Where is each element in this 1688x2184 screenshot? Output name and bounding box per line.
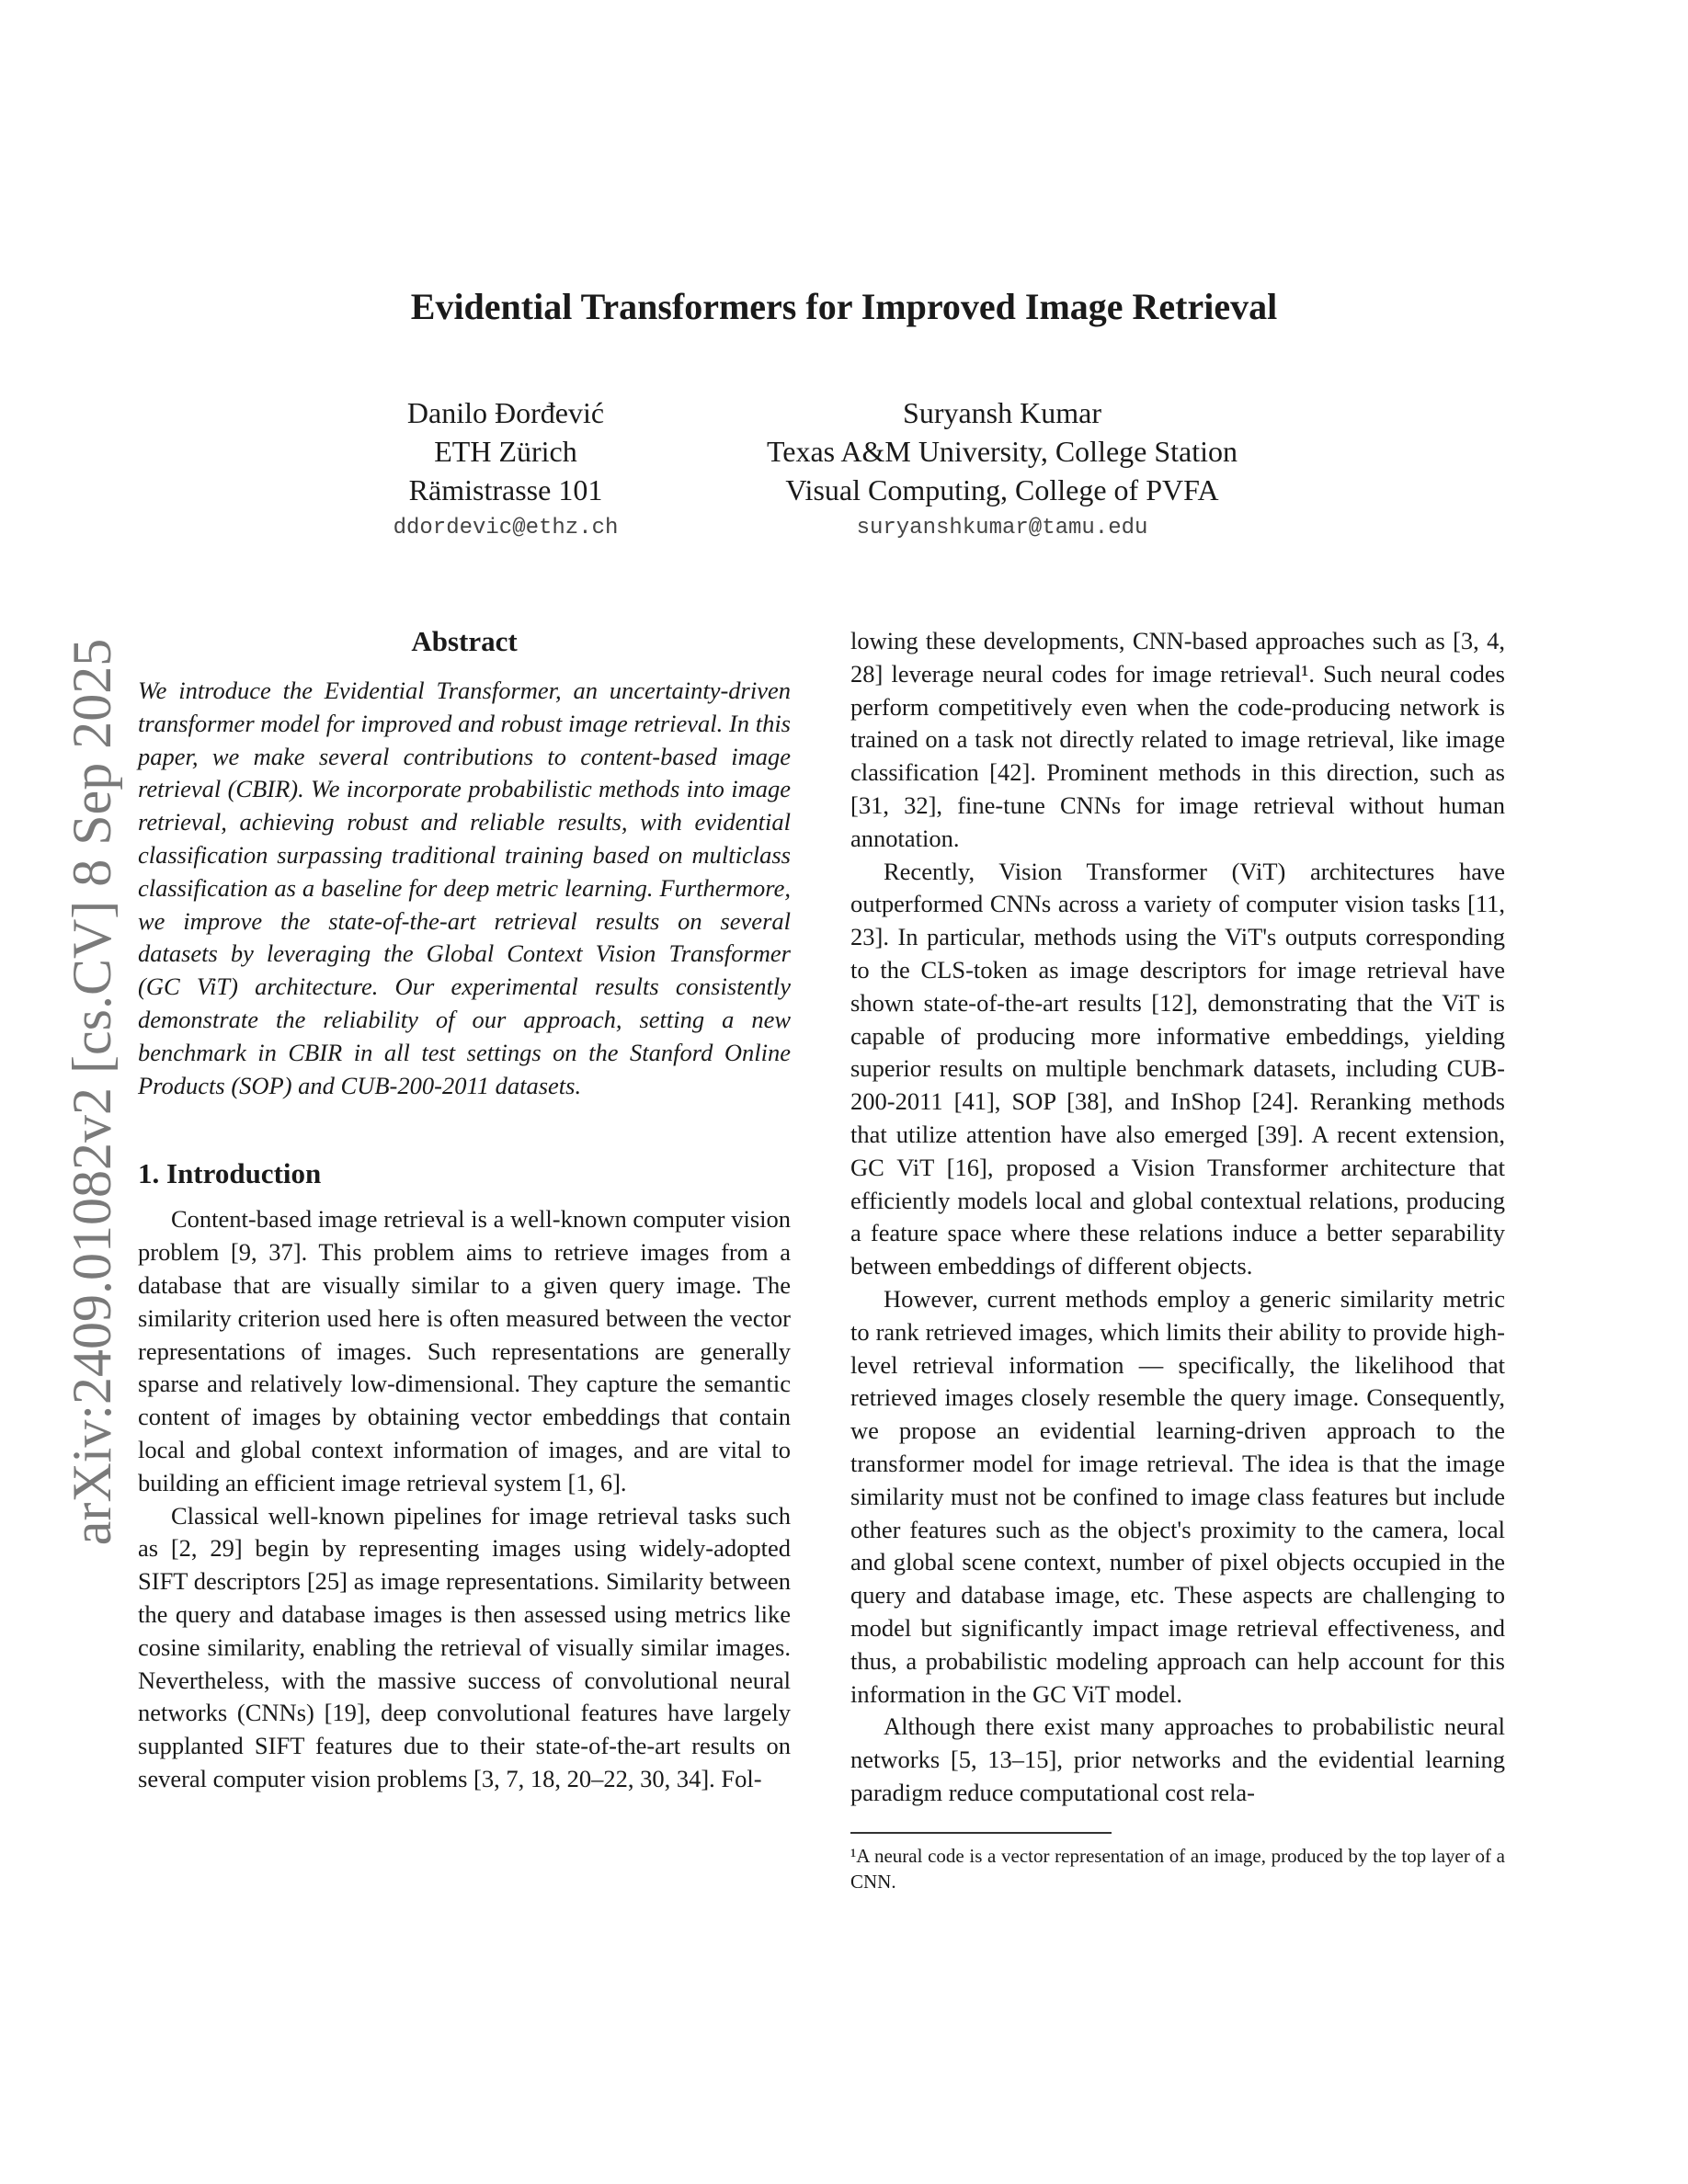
author-block (680, 393, 1324, 548)
author-name: Suryansh Kumar (903, 396, 1101, 429)
left-column (138, 621, 791, 1796)
footnote: ¹A neural code is a vector representation of an image, produced by the top layer of a CNN. (850, 1844, 1505, 1893)
body-paragraph: lowing these developments, CNN-based approaches such as [3, 4, 28] leverage neural codes for image retrieval¹. Such neural codes perform competitively even when the code-producing network is trained on a task not directly related to image retrieval, like image classification [42]. Prominent methods in this direction, such as [31, 32], fine-tune CNNs for image retrieval without human annotation. (850, 627, 1505, 852)
author-department: Visual Computing, College of PVFA (785, 473, 1219, 506)
arxiv-identifier-stamp: arXiv:2409.01082v2 [cs.CV] 8 Sep 2025 (62, 638, 122, 1546)
body-paragraph: Although there exist many approaches to probabilistic neural networks [5, 13–15], prior networks and the evidential learning paradigm reduce computational cost rela- (850, 1712, 1505, 1806)
body-paragraph: Classical well-known pipelines for image retrieval tasks such as [2, 29] begin by representing images using widely-adopted SIFT descriptors [25] as image representations. Similarity between the query and database images is then assessed using metrics like cosine similarity, enabling the retrieval of visually similar images. Nevertheless, with the massive success of convolutional neural networks (CNNs) [19], deep convolutional features have largely supplanted SIFT features due to their state-of-the-art results on several computer vision problems [3, 7, 18, 20–22, 30, 34]. Fol- (138, 1501, 791, 1792)
author-email: suryanshkumar@tamu.edu (856, 516, 1148, 540)
body-paragraph: Content-based image retrieval is a well-known computer vision problem [9, 37]. This problem aims to retrieve images from a database that are visually similar to a given query image. The similarity criterion used here is often measured between the vector representations of images. Such representations are generally sparse and relatively low-dimensional. They capture the semantic content of images by obtaining vector embeddings that contain local and global context information of images, and are vital to building an efficient image retrieval system [1, 6]. (138, 1205, 791, 1496)
author-affiliation: Texas A&M University, College Station (766, 435, 1238, 468)
author-address: Rämistrasse 101 (408, 473, 603, 506)
footnote-divider (850, 1832, 1112, 1834)
author-affiliation: ETH Zürich (434, 435, 577, 468)
author-block (322, 393, 690, 548)
paper-title: Evidential Transformers for Improved Image Retrieval (410, 286, 1278, 327)
section-heading-introduction: 1. Introduction (138, 1157, 322, 1190)
body-paragraph: Recently, Vision Transformer (ViT) architectures have outperformed CNNs across a variety of computer vision tasks [11, 23]. In particular, methods using the ViT's outputs corresponding to the CLS-token as image descriptors for image retrieval have shown state-of-the-art results [12], demonstrating that the ViT is capable of producing more informative embeddings, yielding superior results on multiple benchmark datasets, including CUB-200-2011 [41], SOP [38], and InShop [24]. Reranking methods that utilize attention have also emerged [39]. A recent extension, GC ViT [16], proposed a Vision Transformer architecture that efficiently models local and global contextual relations, producing a feature space where these relations induce a better separability between embeddings of different objects. (850, 857, 1505, 1280)
author-email: ddordevic@ethz.ch (393, 516, 619, 540)
body-paragraph: However, current methods employ a generic similarity metric to rank retrieved images, which limits their ability to provide high-level retrieval information — specifically, the likelihood that retrieved images closely resemble the query image. Consequently, we propose an evidential learning-driven approach to the transformer model for image retrieval. The idea is that the image similarity must not be confined to image class features but include other features such as the object's proximity to the camera, local and global scene context, number of pixel objects occupied in the query and database image, etc. These aspects are challenging to model but significantly impact image retrieval effectiveness, and thus, a probabilistic modeling approach can help account for this information in the GC ViT model. (850, 1284, 1505, 1708)
abstract-text: We introduce the Evidential Transformer, an uncertainty-driven transformer model for improved and robust image retrieval. In this paper, we make several contributions to content-based image retrieval (CBIR). We incorporate probabilistic methods into image retrieval, achieving robust and reliable results, with evidential classification surpassing traditional training based on multiclass classification as a baseline for deep metric learning. Furthermore, we improve the state-of-the-art retrieval results on several datasets by leveraging the Global Context Vision Transformer (GC ViT) architecture. Our experimental results consistently demonstrate the reliability of our approach, setting a new benchmark in CBIR in all test settings on the Stanford Online Products (SOP) and CUB-200-2011 datasets. (138, 677, 791, 1099)
author-name: Danilo Đorđević (406, 396, 605, 429)
right-column (850, 625, 1505, 1894)
abstract-heading: Abstract (411, 625, 518, 657)
